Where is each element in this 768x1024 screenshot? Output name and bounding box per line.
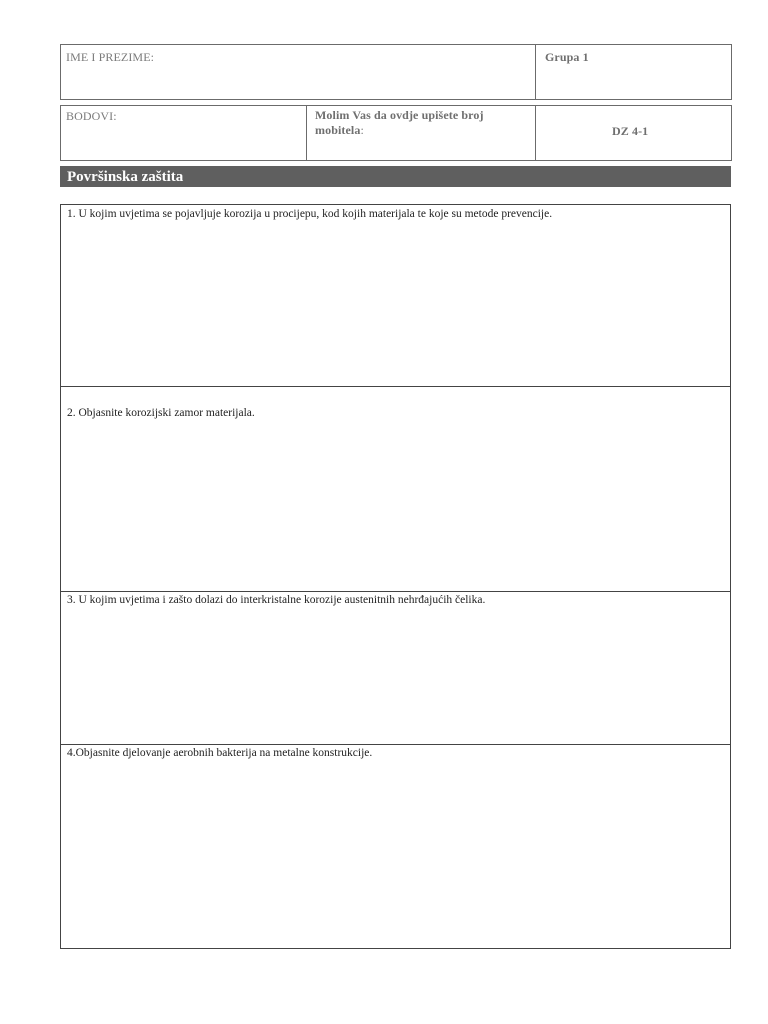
points-label: BODOVI: [66,109,117,123]
section-title: Površinska zaštita [60,166,731,187]
code-label: DZ 4-1 [612,124,649,138]
question-row-3[interactable] [61,591,730,744]
phone-prompt-text: Molim Vas da ovdje upišete broj mobitela [315,108,484,137]
question-1-text: 1. U kojim uvjetima se pojavljuje korozija u procijepu, kod kojih materijala te koje su metode prevencije. [67,208,553,220]
question-row-1[interactable] [61,205,730,386]
question-3-text: 3. U kojim uvjetima i zašto dolazi do interkristalne korozije austenitnih nehrđajućih čelika. [67,594,486,606]
name-label: IME I PREZIME: [66,50,155,64]
question-4-text: 4.Objasnite djelovanje aerobnih bakterija na metalne konstrukcije. [67,747,373,759]
group-label: Grupa 1 [545,50,589,64]
questions-table [60,204,731,949]
question-row-2[interactable] [61,386,730,591]
question-2-text: 2. Objasnite korozijski zamor materijala. [67,407,255,419]
question-row-4[interactable] [61,744,730,949]
phone-prompt-colon: : [360,123,364,137]
phone-prompt [315,108,535,138]
